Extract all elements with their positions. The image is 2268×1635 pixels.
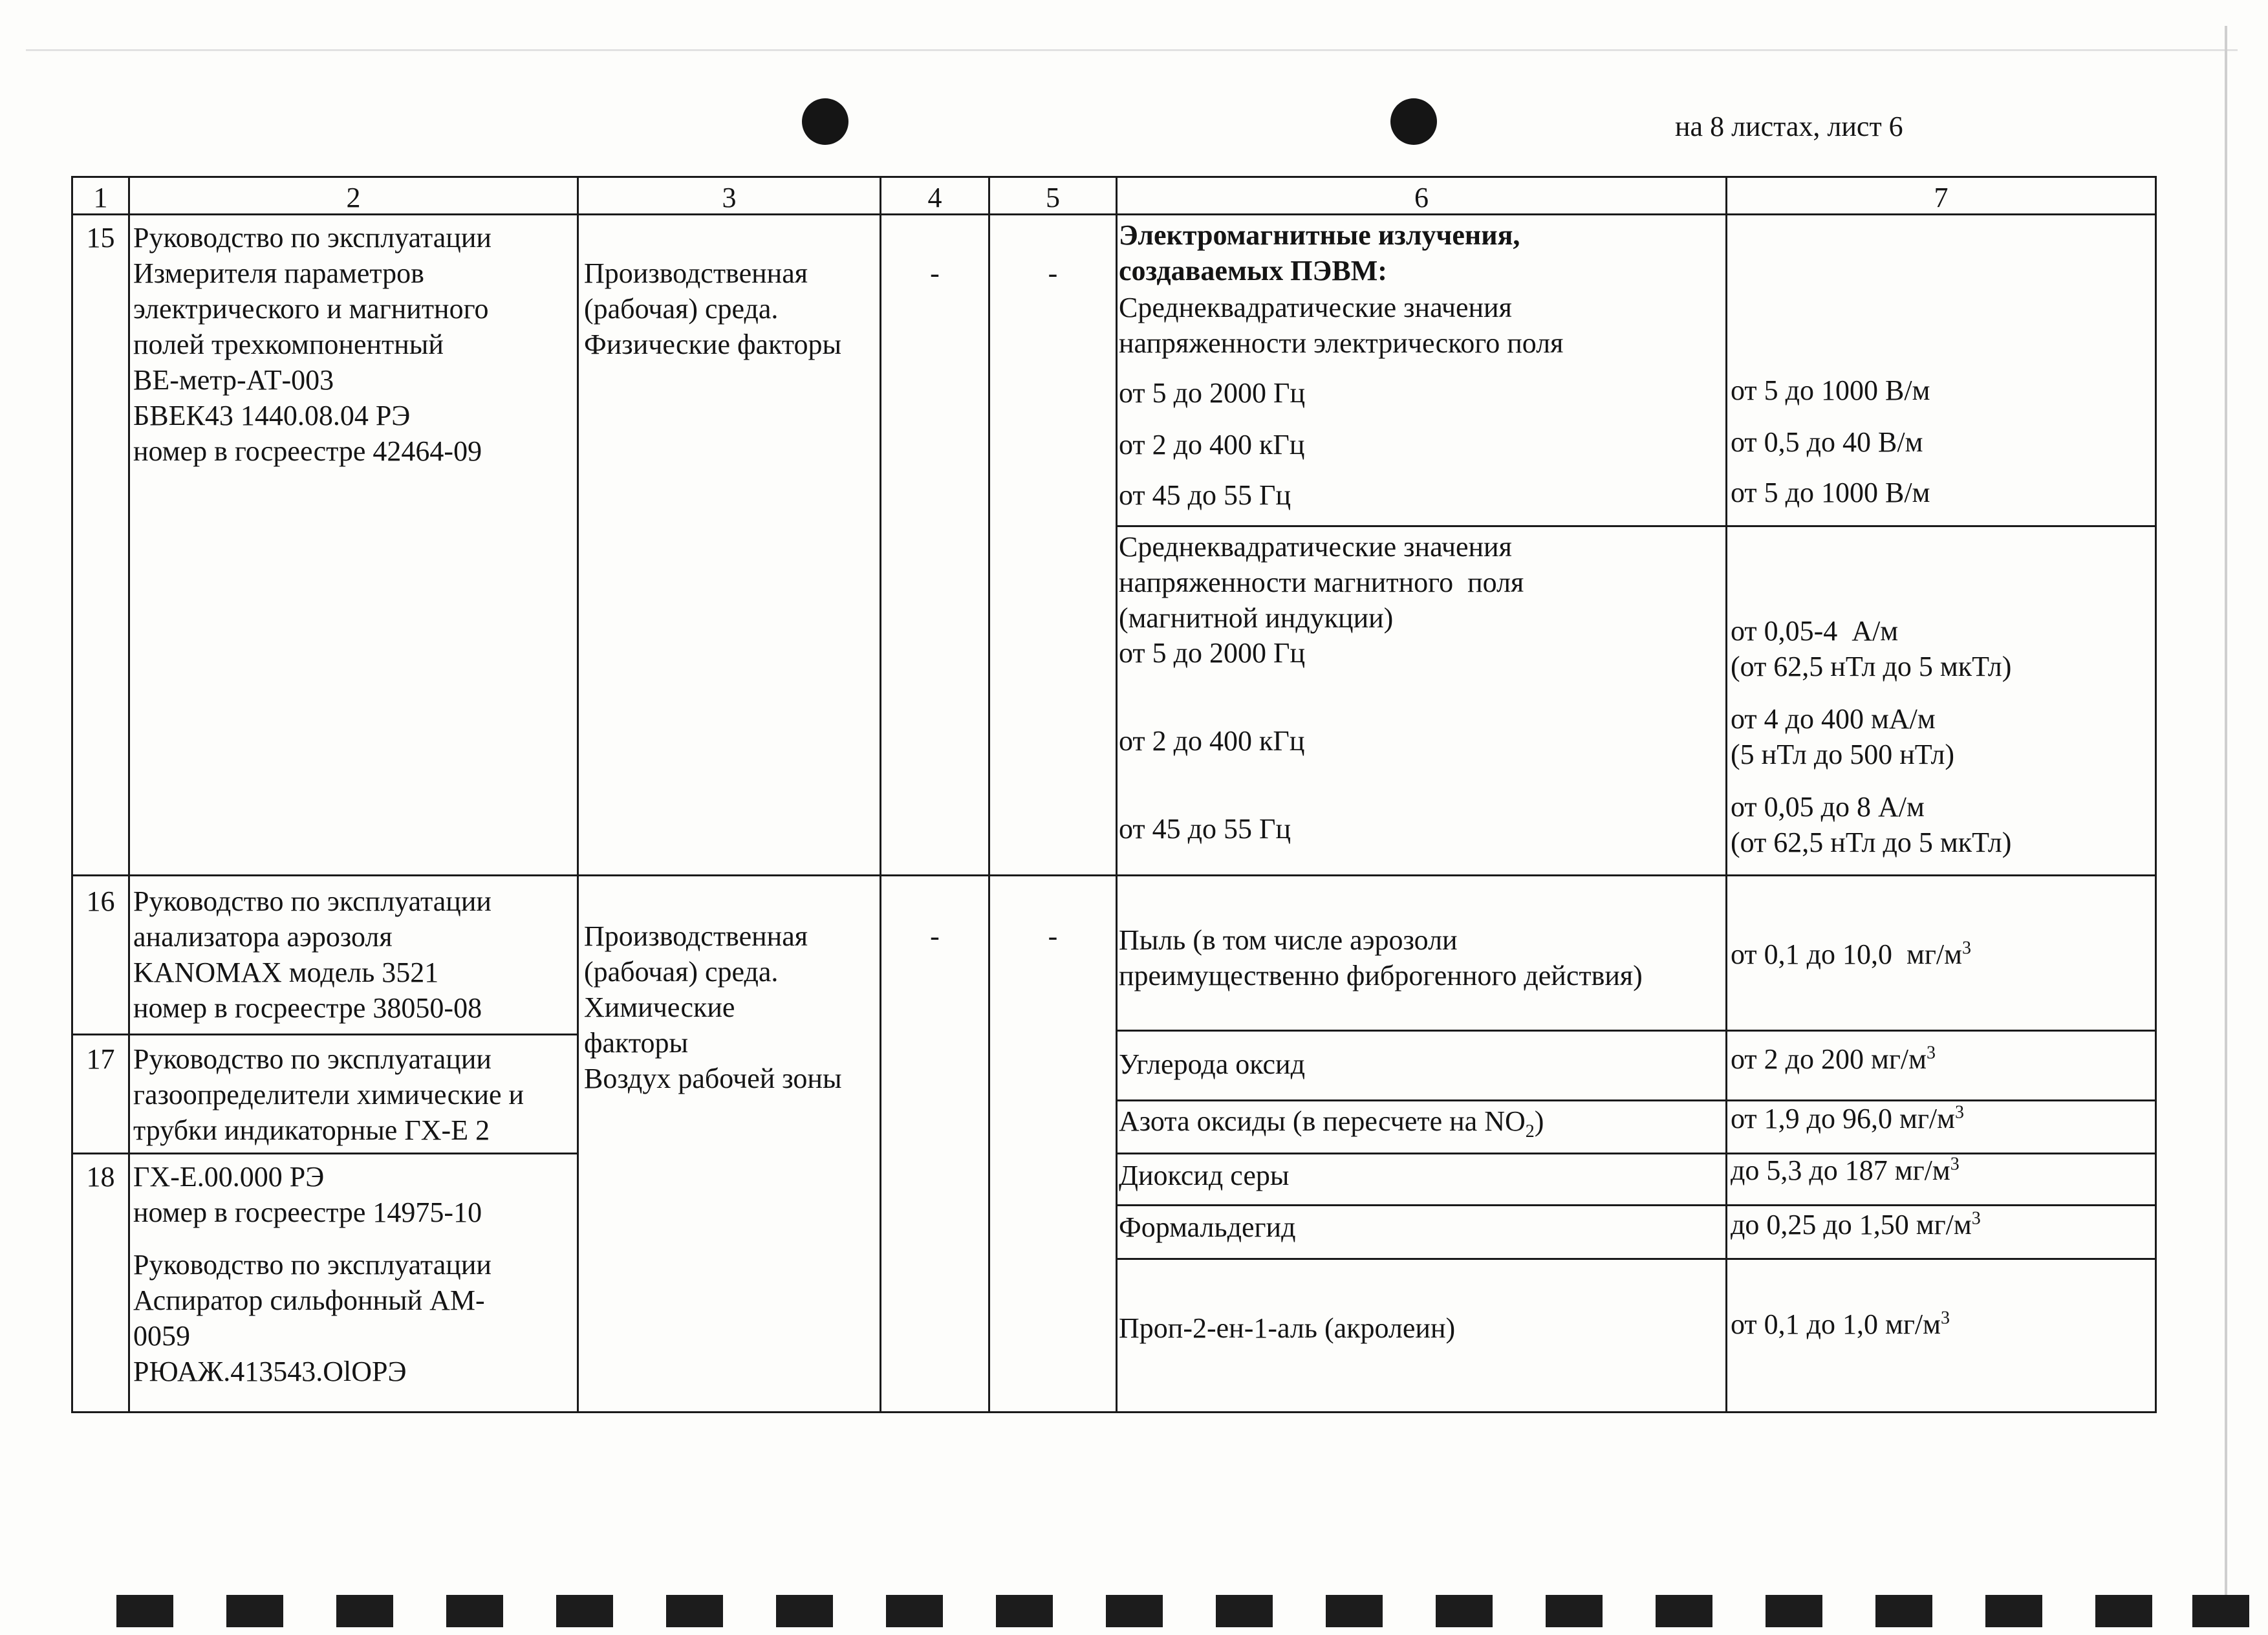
binding-hole bbox=[996, 1595, 1053, 1627]
magnetic-param-1: от 5 до 2000 Гц bbox=[1119, 637, 1306, 669]
electric-range-3: от 5 до 1000 В/м bbox=[1731, 477, 1930, 508]
electric-field-subtitle: Среднеквадратические значения напряженности электрического поля bbox=[1119, 292, 1564, 359]
row-num-16: 16 bbox=[86, 885, 115, 917]
chem-range-nox-text: от 1,9 до 96,0 мг/м bbox=[1731, 1103, 1955, 1134]
chem-param-acrolein: Проп-2-ен-1-аль (акролеин) bbox=[1119, 1312, 1456, 1344]
row18-aspirator-document: Руководство по эксплуатации Аспиратор сильфонный АМ- 0059 РЮАЖ.413543.OlOРЭ bbox=[133, 1249, 491, 1387]
col-line-0 bbox=[71, 176, 73, 1413]
binding-hole bbox=[1656, 1595, 1712, 1627]
col-header-6: 6 bbox=[1414, 182, 1429, 213]
sheet-note: на 8 листах, лист 6 bbox=[1675, 111, 1903, 142]
row17-bottom-border bbox=[71, 1153, 579, 1154]
chem-range-acrolein bbox=[1731, 1306, 1950, 1342]
chemical-col5: - bbox=[1048, 920, 1058, 952]
col-header-1: 1 bbox=[93, 182, 108, 213]
magnetic-range-1: от 0,05-4 А/м (от 62,5 нТл до 5 мкТл) bbox=[1731, 615, 2012, 682]
binding-hole bbox=[556, 1595, 613, 1627]
binding-hole bbox=[666, 1595, 723, 1627]
binding-hole bbox=[1985, 1595, 2042, 1627]
binding-hole bbox=[1216, 1595, 1273, 1627]
col-header-5: 5 bbox=[1046, 182, 1060, 213]
magnetic-range-3: от 0,05 до 8 А/м (от 62,5 нТл до 5 мкТл) bbox=[1731, 791, 2012, 858]
chem-range-nox-sup: 3 bbox=[1955, 1102, 1964, 1123]
binding-hole bbox=[1875, 1595, 1932, 1627]
chemical-col4: - bbox=[930, 920, 940, 952]
electric-param-3: от 45 до 55 Гц bbox=[1119, 479, 1291, 511]
chem-range-dust-text: от 0,1 до 10,0 мг/м bbox=[1731, 938, 1962, 970]
chem-sep-1 bbox=[1116, 1030, 2157, 1032]
row17-document: Руководство по эксплуатации газоопределители химические и трубки индикаторные ГХ-Е 2 bbox=[133, 1043, 524, 1146]
chem-range-so2-sup: 3 bbox=[1950, 1154, 1960, 1175]
chem-range-formaldehyde-sup: 3 bbox=[1971, 1208, 1981, 1229]
row15-col5: - bbox=[1048, 257, 1058, 289]
col-header-2: 2 bbox=[346, 182, 361, 213]
chem-param-co: Углерода оксид bbox=[1119, 1048, 1305, 1080]
row18-document: ГХ-Е.00.000 РЭ номер в госреестре 14975-10 bbox=[133, 1161, 482, 1228]
chem-range-nox bbox=[1731, 1101, 1964, 1136]
chem-sep-2 bbox=[1116, 1099, 2157, 1101]
col-header-3: 3 bbox=[722, 182, 737, 213]
magnetic-range-2: от 4 до 400 мА/м (5 нТл до 500 нТл) bbox=[1731, 703, 1955, 770]
row-num-15: 15 bbox=[86, 222, 115, 254]
chem-sep-4 bbox=[1116, 1204, 2157, 1206]
electric-range-1: от 5 до 1000 В/м bbox=[1731, 374, 1930, 406]
col-line-4 bbox=[988, 176, 990, 1413]
table-bottom-border bbox=[71, 1411, 2157, 1413]
row15-bottom-border bbox=[71, 874, 2157, 876]
chem-param-formaldehyde: Формальдегид bbox=[1119, 1211, 1296, 1243]
chem-range-formaldehyde bbox=[1731, 1207, 1981, 1242]
chem-range-formaldehyde-text: до 0,25 до 1,50 мг/м bbox=[1731, 1209, 1972, 1240]
row16-document: Руководство по эксплуатации анализатора аэрозоля KANOMAX модель 3521 номер в госреестре 38050-08 bbox=[133, 885, 491, 1024]
magnetic-field-subtitle: Среднеквадратические значения напряженности магнитного поля (магнитной индукции) bbox=[1119, 531, 1524, 634]
chem-range-so2-text: до 5,3 до 187 мг/м bbox=[1731, 1154, 1950, 1186]
electric-param-2: от 2 до 400 кГц bbox=[1119, 429, 1305, 460]
chem-param-dust: Пыль (в том числе аэрозоли преимущественно фиброгенного действия) bbox=[1119, 924, 1643, 991]
chem-range-dust-sup: 3 bbox=[1962, 938, 1971, 958]
chem-range-co-sup: 3 bbox=[1927, 1043, 1936, 1063]
chem-param-nox-sub: 2 bbox=[1525, 1121, 1535, 1142]
electric-range-2: от 0,5 до 40 В/м bbox=[1731, 426, 1923, 458]
binding-hole bbox=[446, 1595, 503, 1627]
chem-param-nox-end: ) bbox=[1534, 1105, 1544, 1137]
binding-hole bbox=[2192, 1595, 2249, 1627]
col-line-7 bbox=[2155, 176, 2157, 1413]
binding-hole bbox=[2095, 1595, 2152, 1627]
binding-hole bbox=[1106, 1595, 1163, 1627]
table-top-border bbox=[71, 176, 2157, 178]
chem-range-co-text: от 2 до 200 мг/м bbox=[1731, 1043, 1927, 1075]
col-line-3 bbox=[880, 176, 881, 1413]
chem-range-dust bbox=[1731, 937, 1971, 972]
col-line-6 bbox=[1725, 176, 1727, 1413]
electric-param-1: от 5 до 2000 Гц bbox=[1119, 377, 1306, 409]
binding-hole bbox=[1546, 1595, 1603, 1627]
row15-col4: - bbox=[930, 257, 940, 289]
chem-range-acrolein-text: от 0,1 до 1,0 мг/м bbox=[1731, 1308, 1941, 1340]
binding-hole bbox=[776, 1595, 833, 1627]
row15-object: Производственная (рабочая) среда. Физические факторы bbox=[584, 257, 842, 360]
row-num-18: 18 bbox=[86, 1161, 115, 1193]
chem-range-co bbox=[1731, 1041, 1936, 1077]
row-num-17: 17 bbox=[86, 1043, 115, 1075]
row15-sub-border bbox=[1116, 525, 2157, 527]
chem-sep-5 bbox=[1116, 1258, 2157, 1260]
chemical-object: Производственная (рабочая) среда. Химические факторы Воздух рабочей зоны bbox=[584, 920, 842, 1094]
row15-document: Руководство по эксплуатации Измерителя параметров электрического и магнитного полей трехкомпонентный ВЕ-метр-АТ-003 БВЕК43 1440.08.04 РЭ номер в госреестре 42464-09 bbox=[133, 222, 491, 467]
row16-bottom-border bbox=[71, 1034, 579, 1035]
col-line-5 bbox=[1116, 176, 1118, 1413]
binding-hole bbox=[336, 1595, 393, 1627]
magnetic-param-2: от 2 до 400 кГц bbox=[1119, 725, 1305, 757]
binding-hole bbox=[226, 1595, 283, 1627]
binding-hole bbox=[1436, 1595, 1493, 1627]
magnetic-param-3: от 45 до 55 Гц bbox=[1119, 813, 1291, 845]
chem-param-nox-text: Азота оксиды (в пересчете на NO bbox=[1119, 1105, 1526, 1137]
binding-hole bbox=[1326, 1595, 1383, 1627]
binding-hole bbox=[1766, 1595, 1822, 1627]
chem-sep-3 bbox=[1116, 1153, 2157, 1154]
chem-range-acrolein-sup: 3 bbox=[1941, 1308, 1950, 1328]
col-line-2 bbox=[577, 176, 579, 1413]
binding-hole bbox=[886, 1595, 943, 1627]
col-line-1 bbox=[128, 176, 130, 1413]
col-header-7: 7 bbox=[1934, 182, 1949, 213]
chem-range-so2 bbox=[1731, 1153, 1960, 1188]
binding-hole bbox=[116, 1595, 173, 1627]
col-header-4: 4 bbox=[927, 182, 942, 213]
binding-holes bbox=[0, 1578, 2268, 1635]
chem-param-so2: Диоксид серы bbox=[1119, 1160, 1290, 1191]
emi-title: Электромагнитные излучения, создаваемых ПЭВМ: bbox=[1119, 219, 1520, 287]
chem-param-nox bbox=[1119, 1103, 1544, 1142]
